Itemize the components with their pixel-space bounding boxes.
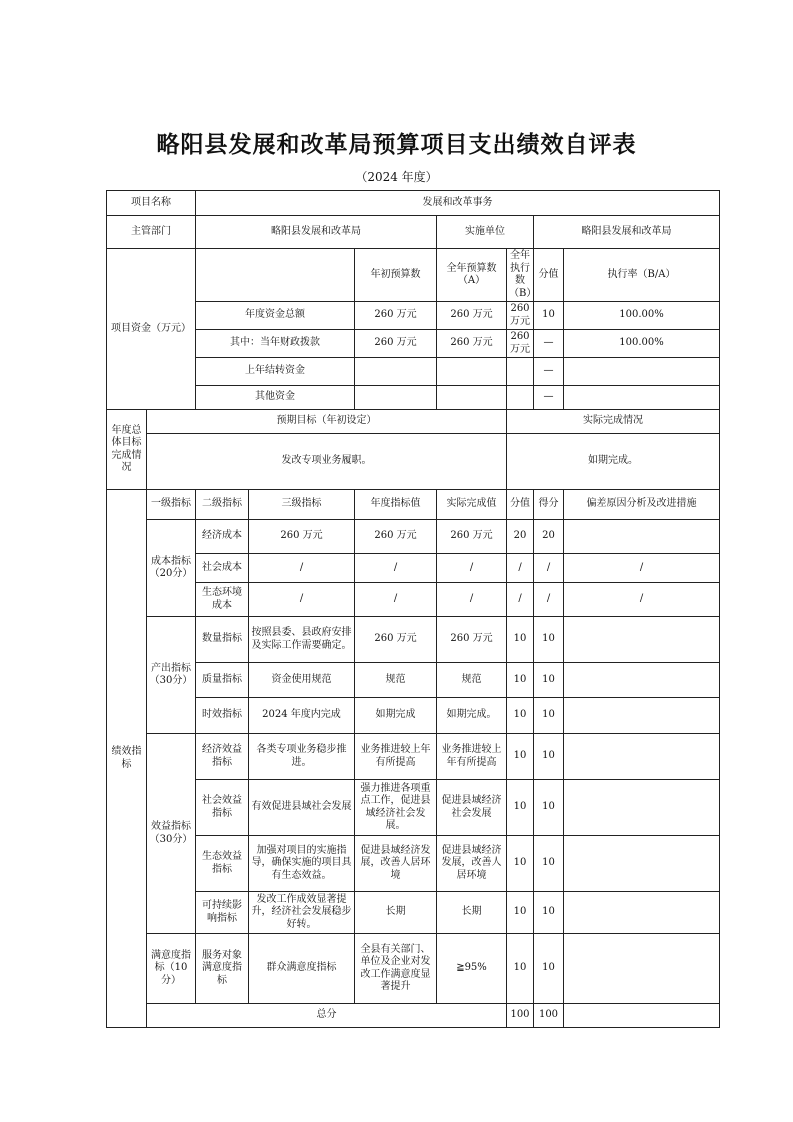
indicator-reason: [564, 617, 720, 663]
year-label: （2024 年度）: [355, 170, 438, 184]
indicator-row: [107, 698, 720, 734]
funds-header-budget: 全年预算数（A）: [437, 249, 507, 302]
indicator-row: [107, 780, 720, 836]
indicator-score: 10: [507, 836, 534, 892]
indicator-actual: 如期完成。: [437, 698, 507, 734]
indicator-got: 10: [534, 734, 564, 780]
indicator-reason: [564, 780, 720, 836]
performance-table: [106, 190, 720, 1028]
indicator-score: 10: [507, 780, 534, 836]
funds-row-rate: [564, 358, 720, 386]
indicator-score: 10: [507, 934, 534, 1004]
total-row: [107, 1004, 720, 1028]
funds-row-budget: [437, 358, 507, 386]
indicator-got: 10: [534, 617, 564, 663]
indicator-score: /: [507, 554, 534, 583]
funds-row-initial: 260 万元: [355, 330, 437, 358]
goal-label: 年度总体目标完成情况: [107, 410, 147, 490]
indicator-l2: 服务对象满意度指标: [196, 934, 249, 1004]
goal-actual-label: 实际完成情况: [507, 410, 720, 434]
indicator-reason: [564, 663, 720, 698]
funds-row: [107, 302, 720, 330]
indicator-l3: 加强对项目的实施指导，确保实施的项目具有生态效益。: [249, 836, 355, 892]
total-got: 100: [534, 1004, 564, 1028]
indicator-l3: 260 万元: [249, 520, 355, 554]
funds-row-budget: 260 万元: [437, 330, 507, 358]
indicator-l2: 经济成本: [196, 520, 249, 554]
indicator-l3: 群众满意度指标: [249, 934, 355, 1004]
goal-expected-value: 发改专项业务履职。: [147, 434, 507, 490]
funds-row-exec: [507, 358, 534, 386]
indicator-l2: 质量指标: [196, 663, 249, 698]
total-reason: [564, 1004, 720, 1028]
indicator-reason: [564, 892, 720, 934]
funds-row-rate: [564, 386, 720, 410]
funds-row-budget: [437, 386, 507, 410]
indicator-row: [107, 734, 720, 780]
funds-row-score: —: [534, 358, 564, 386]
indicator-score: 10: [507, 734, 534, 780]
indicator-score: 10: [507, 698, 534, 734]
group-benefit: 效益指标（30分）: [147, 734, 196, 934]
indicator-actual: 长期: [437, 892, 507, 934]
goal-expected-label: 预期目标（年初设定）: [147, 410, 507, 434]
indicator-actual: 规范: [437, 663, 507, 698]
funds-row-name: 其中：当年财政拨款: [196, 330, 355, 358]
funds-row-name: 年度资金总额: [196, 302, 355, 330]
indicator-l2: 生态效益指标: [196, 836, 249, 892]
page-title: 略阳县发展和改革局预算项目支出绩效自评表: [156, 131, 637, 158]
indicator-reason: [564, 734, 720, 780]
indicator-got: 10: [534, 836, 564, 892]
funds-row-initial: [355, 358, 437, 386]
funds-row-exec: 260 万元: [507, 302, 534, 330]
funds-row-name: 其他资金: [196, 386, 355, 410]
funds-row: [107, 358, 720, 386]
indicator-target: 全县有关部门、单位及企业对发改工作满意度显著提升: [355, 934, 437, 1004]
funds-row-exec: 260 万元: [507, 330, 534, 358]
funds-row: [107, 386, 720, 410]
indicator-actual: 业务推进较上年有所提高: [437, 734, 507, 780]
group-cost: 成本指标（20分）: [147, 520, 196, 617]
funds-header-score: 分值: [534, 249, 564, 302]
funds-header-rate: 执行率（B/A）: [564, 249, 720, 302]
indicator-l2: 生态环境成本: [196, 583, 249, 617]
indicator-l3: /: [249, 554, 355, 583]
impl-value: 略阳县发展和改革局: [534, 216, 720, 249]
ind-header-l2: 二级指标: [196, 490, 249, 520]
indicator-score: 10: [507, 663, 534, 698]
indicator-row: [107, 583, 720, 617]
indicator-actual: /: [437, 583, 507, 617]
indicator-actual: 促进县域经济发展，改善人居环境: [437, 836, 507, 892]
ind-header-l3: 三级指标: [249, 490, 355, 520]
indicator-target: 如期完成: [355, 698, 437, 734]
indicator-got: /: [534, 583, 564, 617]
indicator-row: [107, 520, 720, 554]
ind-header-reason: 偏差原因分析及改进措施: [564, 490, 720, 520]
funds-header-blank: [196, 249, 355, 302]
indicator-row: [107, 934, 720, 1004]
goal-actual-value: 如期完成。: [507, 434, 720, 490]
funds-row-initial: 260 万元: [355, 302, 437, 330]
funds-row-rate: 100.00%: [564, 302, 720, 330]
project-name-value: 发展和改革事务: [196, 191, 720, 216]
indicator-target: /: [355, 554, 437, 583]
funds-row-budget: 260 万元: [437, 302, 507, 330]
indicator-l3: 2024 年度内完成: [249, 698, 355, 734]
indicator-got: 10: [534, 934, 564, 1004]
indicator-row: [107, 663, 720, 698]
funds-header-exec: 全年执行数（B）: [507, 249, 534, 302]
funds-row-exec: [507, 386, 534, 410]
indicator-score: 10: [507, 892, 534, 934]
indicator-got: 10: [534, 698, 564, 734]
indicator-l2: 数量指标: [196, 617, 249, 663]
group-satisfaction: 满意度指标（10分）: [147, 934, 196, 1004]
dept-value: 略阳县发展和改革局: [196, 216, 437, 249]
indicator-l3: 按照县委、县政府安排及实际工作需要确定。: [249, 617, 355, 663]
indicator-score: /: [507, 583, 534, 617]
dept-label: 主管部门: [107, 216, 196, 249]
indicator-target: 业务推进较上年有所提高: [355, 734, 437, 780]
indicator-got: 10: [534, 780, 564, 836]
indicator-l2: 社会成本: [196, 554, 249, 583]
indicator-score: 20: [507, 520, 534, 554]
indicator-got: /: [534, 554, 564, 583]
indicator-reason: [564, 934, 720, 1004]
indicator-reason: /: [564, 554, 720, 583]
indicator-l2: 经济效益指标: [196, 734, 249, 780]
indicator-l3: 有效促进县域社会发展: [249, 780, 355, 836]
indicator-reason: /: [564, 583, 720, 617]
indicator-target: 促进县域经济发展，改善人居环境: [355, 836, 437, 892]
indicator-target: 260 万元: [355, 617, 437, 663]
funds-row-score: —: [534, 330, 564, 358]
indicator-row: [107, 554, 720, 583]
ind-header-actual: 实际完成值: [437, 490, 507, 520]
indicator-actual: 260 万元: [437, 520, 507, 554]
total-score: 100: [507, 1004, 534, 1028]
indicator-got: 10: [534, 663, 564, 698]
indicator-reason: [564, 698, 720, 734]
funds-row-initial: [355, 386, 437, 410]
ind-header-got: 得分: [534, 490, 564, 520]
indicator-l3: 各类专项业务稳步推进。: [249, 734, 355, 780]
indicator-target: 强力推进各项重点工作，促进县域经济社会发展。: [355, 780, 437, 836]
indicator-l3: 发改工作成效显著提升，经济社会发展稳步好转。: [249, 892, 355, 934]
indicator-reason: [564, 836, 720, 892]
funds-row-score: —: [534, 386, 564, 410]
indicator-actual: 260 万元: [437, 617, 507, 663]
group-output: 产出指标（30分）: [147, 617, 196, 734]
project-name-label: 项目名称: [107, 191, 196, 216]
indicator-score: 10: [507, 617, 534, 663]
indicator-actual: ≧95%: [437, 934, 507, 1004]
indicator-target: /: [355, 583, 437, 617]
indicator-row: [107, 617, 720, 663]
indicator-l2: 社会效益指标: [196, 780, 249, 836]
funds-row-rate: 100.00%: [564, 330, 720, 358]
indicator-l2: 可持续影响指标: [196, 892, 249, 934]
indicator-row: [107, 892, 720, 934]
impl-label: 实施单位: [437, 216, 534, 249]
indicators-label: 绩效指标: [107, 490, 147, 1028]
funds-row-score: 10: [534, 302, 564, 330]
indicator-actual: 促进县域经济社会发展: [437, 780, 507, 836]
indicator-got: 20: [534, 520, 564, 554]
ind-header-score: 分值: [507, 490, 534, 520]
funds-label: 项目资金（万元）: [107, 249, 196, 410]
indicator-target: 260 万元: [355, 520, 437, 554]
indicator-target: 长期: [355, 892, 437, 934]
indicator-reason: [564, 520, 720, 554]
funds-row-name: 上年结转资金: [196, 358, 355, 386]
funds-header-initial: 年初预算数: [355, 249, 437, 302]
indicator-actual: /: [437, 554, 507, 583]
total-label: 总分: [147, 1004, 507, 1028]
indicator-l3: /: [249, 583, 355, 617]
indicator-l3: 资金使用规范: [249, 663, 355, 698]
indicator-target: 规范: [355, 663, 437, 698]
funds-row: [107, 330, 720, 358]
indicator-got: 10: [534, 892, 564, 934]
ind-header-l1: 一级指标: [147, 490, 196, 520]
indicator-l2: 时效指标: [196, 698, 249, 734]
ind-header-target: 年度指标值: [355, 490, 437, 520]
indicator-row: [107, 836, 720, 892]
